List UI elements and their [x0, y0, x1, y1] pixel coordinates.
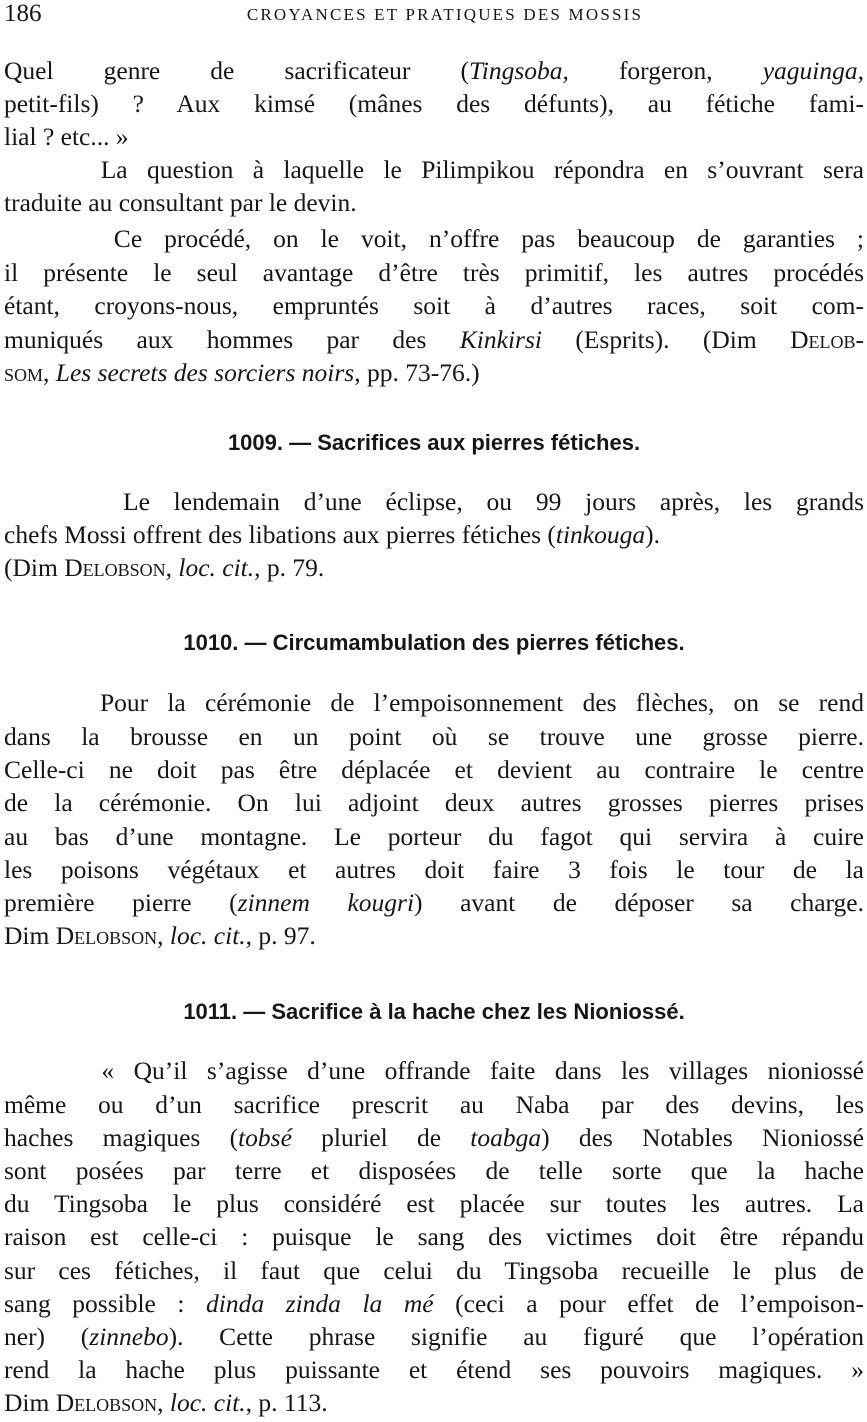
text-run: chefs Mossi offrent des libations aux pierres fétiches (	[4, 520, 556, 549]
text-run: Le lendemain d’une éclipse, ou 99 jours après, les grands	[4, 487, 864, 516]
text-run: ,	[165, 553, 179, 582]
text-run: ) des Notables Nioniossé	[541, 1123, 864, 1152]
section-heading-1011: 1011. — Sacrifice à la hache chez les Nioniossé.	[183, 999, 685, 1024]
italic-run: toabga	[470, 1123, 542, 1152]
text-run: , pp. 73-76.)	[354, 358, 480, 387]
smallcaps-run: Delob-	[790, 325, 864, 354]
text-line	[4, 1054, 864, 1088]
text-line	[4, 356, 864, 390]
text-run: sang possible :	[4, 1289, 207, 1318]
text-run: dans la brousse en un point où se trouve une grosse pierre.	[4, 722, 864, 751]
text-line	[4, 1254, 864, 1288]
text-run: petit-fils) ? Aux kimsé (mânes des défunts), au fétiche fami-	[4, 89, 864, 118]
text-run: , p. 79.	[254, 553, 325, 582]
text-line	[4, 753, 864, 787]
text-run: ,	[43, 358, 56, 387]
text-run: , p. 113.	[245, 1388, 328, 1417]
text-run: ,	[157, 1388, 170, 1417]
text-run: muniqués aux hommes par des	[4, 325, 460, 354]
text-run: Celle-ci ne doit pas être déplacée et devient au contraire le centre	[4, 755, 864, 784]
italic-run: loc. cit.	[169, 921, 246, 950]
text-run: La question à laquelle le Pilimpikou répondra en s’ouvrant sera	[4, 155, 864, 184]
text-run: il présente le seul avantage d’être très primitif, les autres procédés	[4, 258, 864, 287]
text-run: première pierre (	[4, 888, 238, 917]
italic-run: Les secrets des sorciers noirs	[55, 358, 355, 387]
text-line	[4, 1088, 864, 1122]
text-run: forgeron,	[568, 56, 763, 85]
smallcaps-run: som	[4, 358, 44, 387]
smallcaps-run: Delobson	[64, 553, 166, 582]
smallcaps-run: Delobson	[55, 1388, 158, 1417]
italic-run: zinnebo	[89, 1322, 169, 1351]
text-line	[4, 186, 864, 220]
text-line	[4, 1187, 864, 1221]
text-run: même ou d’un sacrifice prescrit au Naba par des devins, les	[4, 1090, 864, 1119]
text-run: au bas d’une montagne. Le porteur du fagot qui servira à cuire	[4, 822, 864, 851]
text-line	[4, 1386, 864, 1420]
text-run: Quel genre de sacrificateur (	[4, 56, 469, 85]
text-line	[4, 256, 864, 290]
text-line	[4, 323, 864, 357]
text-line	[4, 1353, 864, 1387]
text-line	[4, 1121, 864, 1155]
italic-run: dinda zinda la mé	[206, 1289, 434, 1318]
text-run: (Dim	[4, 553, 65, 582]
text-run: traduite au consultant par le devin.	[4, 188, 357, 217]
text-line	[4, 1154, 864, 1188]
text-run: sur ces fétiches, il faut que celui du Tingsoba recueille le plus de	[4, 1256, 864, 1285]
text-line	[4, 87, 864, 121]
page-number: 186	[4, 0, 42, 27]
text-run: Dim	[4, 921, 56, 950]
text-line	[4, 120, 864, 154]
text-run: (ceci a pour effet de l’empoison-	[433, 1289, 864, 1318]
text-run: étant, croyons-nous, empruntés soit à d’autres races, soit com-	[4, 291, 864, 320]
text-run: ). Cette phrase signifie au figuré que l’opération	[168, 1322, 864, 1351]
italic-run: loc. cit.	[178, 553, 255, 582]
italic-run: tobsé	[238, 1123, 292, 1152]
text-line	[4, 1220, 864, 1254]
text-line	[4, 54, 864, 88]
text-run: (Esprits). (Dim	[541, 325, 791, 354]
italic-run: tinkouga	[555, 520, 646, 549]
italic-run: Tingsoba,	[468, 56, 569, 85]
text-line	[4, 720, 864, 754]
text-run: Ce procédé, on le voit, n’offre pas beaucoup de garanties ;	[4, 224, 864, 253]
text-run: « Qu’il s’agisse d’une offrande faite dans les villages nioniossé	[4, 1056, 864, 1085]
text-run: pluriel de	[291, 1123, 471, 1152]
running-title: CROYANCES ET PRATIQUES DES MOSSIS	[246, 5, 644, 24]
italic-run: Kinkirsi	[459, 325, 542, 354]
smallcaps-run: Delobson	[55, 921, 158, 950]
text-line	[4, 686, 864, 720]
text-line	[4, 485, 864, 519]
text-line	[4, 153, 864, 187]
text-run: haches magiques (	[4, 1123, 239, 1152]
text-run: raison est celle-ci : puisque le sang des victimes doit être répandu	[4, 1222, 864, 1251]
text-line	[4, 820, 864, 854]
text-run: Pour la cérémonie de l’empoisonnement des flèches, on se rend	[4, 688, 864, 717]
text-run: rend la hache plus puissante et étend ses pouvoirs magiques. »	[4, 1355, 864, 1384]
text-run: de la cérémonie. On lui adjoint deux autres grosses pierres prises	[4, 788, 864, 817]
text-run: ) avant de déposer sa charge.	[414, 888, 864, 917]
text-run: ).	[645, 520, 660, 549]
section-heading-1009: 1009. — Sacrifices aux pierres fétiches.	[227, 430, 641, 455]
text-line	[4, 886, 864, 920]
text-line	[4, 919, 864, 953]
text-run: lial ? etc... »	[4, 122, 129, 151]
italic-run: loc. cit.	[169, 1388, 246, 1417]
text-run: sont posées par terre et disposées de telle sorte que la hache	[4, 1156, 864, 1185]
text-run: ner) (	[4, 1322, 90, 1351]
text-line	[4, 853, 864, 887]
text-line	[4, 786, 864, 820]
text-line	[4, 551, 864, 585]
text-run: ,	[157, 921, 170, 950]
italic-run: yaguinga,	[762, 56, 864, 85]
text-line	[4, 1320, 864, 1354]
text-run: les poisons végétaux et autres doit faire 3 fois le tour de la	[4, 855, 864, 884]
page-header	[4, 0, 864, 30]
text-run: , p. 97.	[245, 921, 316, 950]
text-run: Dim	[4, 1388, 56, 1417]
text-line	[4, 222, 864, 256]
italic-run: zinnem kougri	[237, 888, 415, 917]
text-line	[4, 1287, 864, 1321]
text-line	[4, 289, 864, 323]
section-heading-1010: 1010. — Circumambulation des pierres fétiches.	[183, 630, 685, 655]
text-run: du Tingsoba le plus considéré est placée sur toutes les autres. La	[4, 1189, 864, 1218]
text-line	[4, 518, 864, 552]
